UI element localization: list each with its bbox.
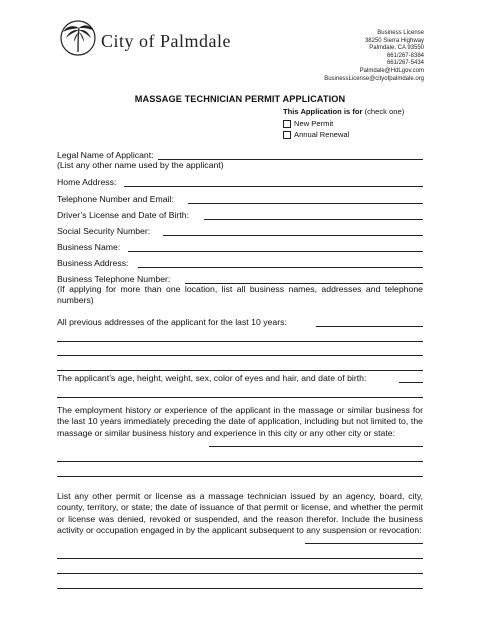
business-phone-note: (If applying for more than one location, list all business names, addresses and telephone numbers) [57, 284, 423, 306]
application-type-hint: (check one) [362, 107, 405, 116]
previous-addresses-label: All previous addresses of the applicant for the last 10 years: [57, 317, 287, 327]
ssn-field[interactable] [163, 235, 423, 236]
city-seal-logo [58, 18, 98, 58]
other-permits-field-3[interactable] [57, 573, 423, 574]
employment-history-field-3[interactable] [57, 476, 423, 477]
option-annual-renewal[interactable] [283, 130, 349, 139]
contact-email-1: Palmdale@HdLgov.com [359, 67, 424, 74]
option-new-permit[interactable] [283, 119, 333, 128]
telephone-email-label: Telephone Number and Email: [57, 194, 174, 204]
application-type-label: This Application is for [283, 107, 363, 116]
business-phone-label: Business Telephone Number: [57, 274, 171, 284]
contact-phone-2: 661/267-5434 [386, 60, 424, 67]
employment-history-field-2[interactable] [57, 461, 423, 462]
previous-addresses-field-2[interactable] [57, 341, 423, 342]
previous-addresses-field-1[interactable] [316, 326, 423, 327]
business-address-field[interactable] [138, 267, 423, 268]
home-address-field[interactable] [124, 186, 423, 187]
physical-description-field-2[interactable] [57, 397, 423, 398]
other-permits-field-1[interactable] [305, 543, 423, 544]
contact-email-2: BusinessLicense@cityofpalmdale.org [324, 75, 424, 82]
annual-renewal-label: Annual Renewal [294, 130, 350, 139]
drivers-license-field[interactable] [204, 219, 423, 220]
contact-phone-1: 661/267-8384 [386, 52, 424, 59]
employment-history-label: The employment history or experience of the applicant in the massage or similar business for the last 10 years immediately preceding the date of application, including but not limited to, the massage or similar business history and experience in this city or any other city or state: [57, 405, 423, 438]
contact-city: Palmdale, CA 93550 [369, 45, 424, 52]
legal-name-label: Legal Name of Applicant: [57, 150, 154, 160]
ssn-label: Social Security Number: [57, 226, 151, 236]
telephone-email-field[interactable] [188, 203, 423, 204]
contact-street: 38250 Sierra Highway [364, 37, 424, 44]
new-permit-checkbox[interactable] [283, 120, 291, 128]
business-name-field[interactable] [128, 251, 423, 252]
other-permits-field-2[interactable] [57, 558, 423, 559]
business-address-label: Business Address: [57, 258, 129, 268]
home-address-label: Home Address: [57, 177, 117, 187]
physical-description-label: The applicant’s age, height, weight, sex, color of eyes and hair, and date of birth: [57, 373, 367, 383]
employment-history-field-1[interactable] [209, 446, 423, 447]
previous-addresses-field-4[interactable] [57, 370, 423, 371]
drivers-license-label: Driver’s License and Date of Birth: [57, 210, 189, 220]
physical-description-field-1[interactable] [399, 382, 423, 383]
contact-dept: Business License [377, 30, 424, 36]
contact-block [324, 30, 424, 83]
annual-renewal-checkbox[interactable] [283, 131, 291, 139]
other-permits-field-4[interactable] [57, 588, 423, 589]
form-title: MASSAGE TECHNICIAN PERMIT APPLICATION [134, 94, 346, 104]
legal-name-note: (List any other name used by the applicant) [57, 160, 224, 170]
new-permit-label: New Permit [294, 119, 334, 128]
other-permits-label: List any other permit or license as a massage technician issued by an agency, board, city, county, territory, or state; the date of issuance of that permit or license, and whether the permit or license was denied, revoked or suspended, and the reason therefor. Include the business activity or occupation engaged in by the applicant subsequent to any suspension or revocation: [57, 491, 423, 536]
city-name: City of Palmdale [101, 31, 231, 51]
application-type-prompt [283, 107, 404, 116]
previous-addresses-field-3[interactable] [57, 355, 423, 356]
business-name-label: Business Name: [57, 242, 121, 252]
